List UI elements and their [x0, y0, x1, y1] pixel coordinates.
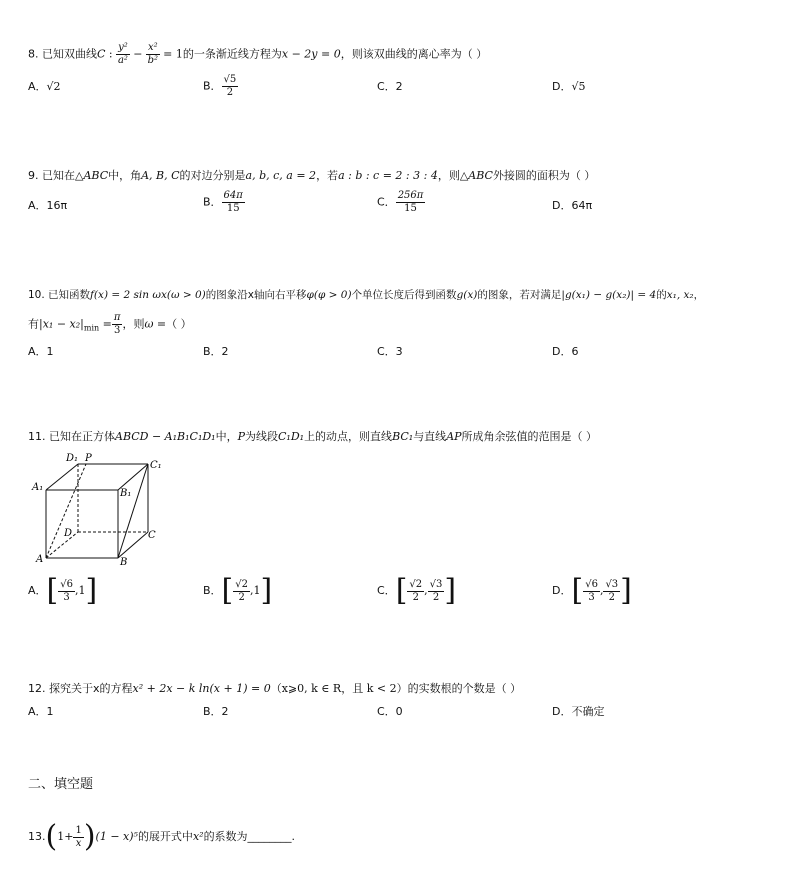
label-c1: C₁: [150, 460, 162, 471]
q11-option-a[interactable]: A．[ $\frac{√6}{3}$ ,1]: [28, 573, 98, 608]
q10-function: f(x) = 2 sin ωx(ω > 0): [90, 289, 206, 301]
q8-asymptote: x − 2y = 0: [281, 47, 341, 61]
q11-stem: 11. 已知在正方体ABCD − A₁B₁C₁D₁中，P为线段C₁D₁上的动点，则直线BC₁与直线AP所成角余弦值的范围是（ ）: [28, 430, 598, 443]
q9-option-d[interactable]: D．64π: [552, 199, 593, 212]
q8-curve-name: C: [97, 47, 106, 61]
q9-option-c[interactable]: C． $\frac{256\pi}{15}$: [377, 190, 424, 214]
q8-option-c[interactable]: C．2: [377, 80, 403, 93]
q12-stem: 12. 探究关于x的方程x² + 2x − k ln(x + 1) = 0（x⩾0, k ∈ R，且 k < 2）的实数根的个数是（ ）: [28, 682, 522, 695]
segment-bc1: [118, 464, 148, 558]
q8-option-b[interactable]: B． $\frac{√5}{2}$: [203, 74, 237, 98]
q10-stem-line2: 有$|x_1 - x_2|_{min}$ = $\frac{\pi}{3}$ ，则ω =（ ）: [28, 312, 192, 336]
q8-frac1: $\frac{\text{y²}}{\text{a²}}$: [117, 42, 128, 66]
label-a1: A₁: [32, 482, 44, 493]
label-d: D: [64, 528, 73, 539]
q12-option-c[interactable]: C．0: [377, 705, 403, 718]
q11-cube: ABCD − A₁B₁C₁D₁: [115, 430, 216, 443]
q8-frac2: $\frac{\text{x²}}{\text{b²}}$: [147, 42, 159, 66]
q10-option-a[interactable]: A．1: [28, 345, 54, 358]
label-p: P: [85, 453, 92, 464]
q10-stem-line1: 10. 已知函数f(x) = 2 sin ωx(ω > 0)的图象沿x轴向右平移φ(φ > 0)个单位长度后得到函数g(x)的图象，若对满足|g(x₁) − g(x₂)| = 4的x₁, x₂，: [28, 289, 705, 301]
q11-option-b[interactable]: B．[ $\frac{√2}{2}$ ,1]: [203, 573, 273, 608]
q12-option-b[interactable]: B．2: [203, 705, 229, 718]
q12-option-a[interactable]: A．1: [28, 705, 54, 718]
section-title: 二、填空题: [28, 777, 94, 792]
q9-stem: 9. 已知在△ABC中，角A, B, C的对边分别是a, b, c, a = 2，若a : b : c = 2 : 3 : 4，则△ABC外接圆的面积为（ ）: [28, 169, 596, 182]
q8-prefix: 8. 已知双曲线: [28, 47, 97, 61]
q10-option-b[interactable]: B．2: [203, 345, 229, 358]
q11-option-d[interactable]: D．[ $\frac{√6}{3}$ , $\frac{√3}{2}$ ]: [552, 573, 632, 608]
label-b: B: [120, 557, 128, 568]
edge-a1d1: [46, 464, 78, 490]
q10-option-d[interactable]: D．6: [552, 345, 579, 358]
q12-equation: x² + 2x − k ln(x + 1) = 0: [132, 682, 271, 695]
q10-option-c[interactable]: C．3: [377, 345, 403, 358]
q9-option-a[interactable]: A．16π: [28, 199, 68, 212]
q12-option-d[interactable]: D．不确定: [552, 705, 605, 718]
edge-ad: [46, 532, 78, 558]
q9-option-b[interactable]: B． $\frac{64\pi}{15}$: [203, 190, 243, 214]
q11-option-c[interactable]: C．[ $\frac{√2}{2}$ , $\frac{√3}{2}$ ]: [377, 573, 457, 608]
q13-stem: 13.(1+ $\frac{1}{x}$ )(1 − x)⁵的展开式中x²的系数为________.: [28, 819, 296, 854]
label-b1: B₁: [120, 488, 132, 499]
cube-figure: [28, 450, 178, 570]
q8-stem: 8. 已知双曲线C : $\frac{\text{y²}}{\text{a²}}$ − $\frac{\text{x²}}{\text{b²}}$ = 1的一条渐近线方程为x − 2y = 0，则该双曲线的离心率为（ ）: [28, 42, 488, 66]
label-d1: D₁: [66, 453, 79, 464]
q8-option-d[interactable]: D．√5: [552, 80, 586, 93]
label-a: A: [36, 554, 44, 565]
q9-triangle: △ABC: [75, 169, 109, 182]
q8-option-a[interactable]: A．√2: [28, 80, 61, 93]
label-c: C: [148, 530, 156, 541]
segment-ap: [46, 464, 86, 558]
